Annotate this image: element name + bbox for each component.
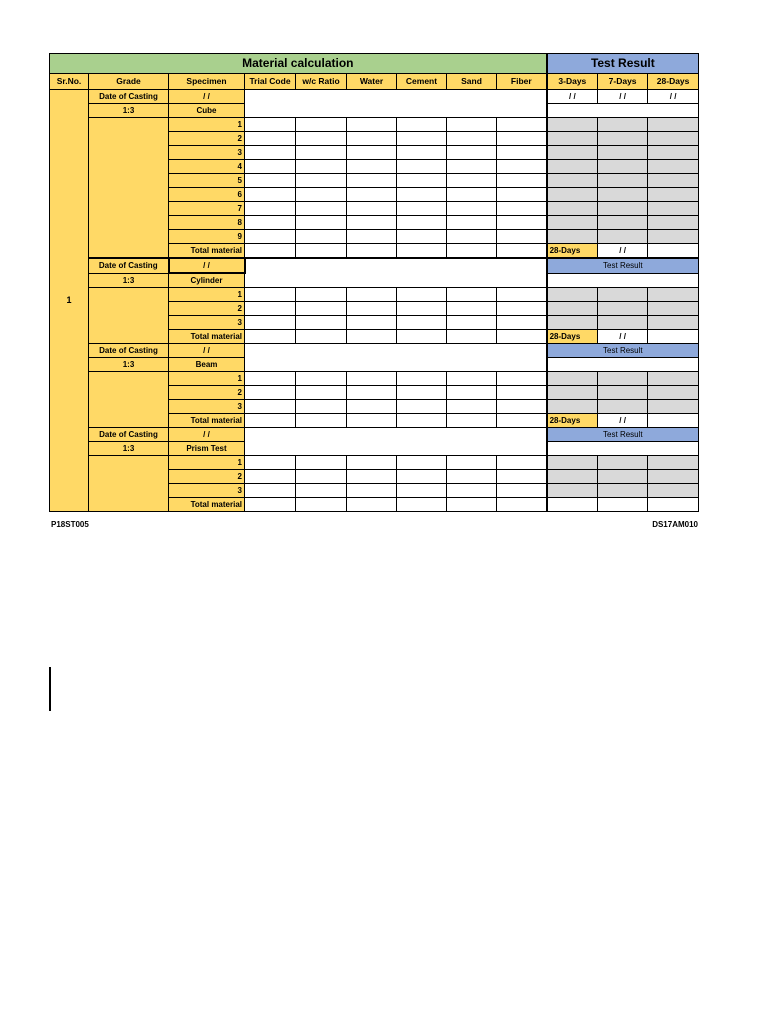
- input-cell[interactable]: [447, 372, 497, 386]
- cylinder-28days-label: 28-Days: [547, 330, 598, 344]
- cube-3days-date[interactable]: / /: [547, 90, 598, 104]
- result-cell[interactable]: [598, 118, 648, 132]
- input-cell[interactable]: [347, 316, 397, 330]
- cube-7days-date[interactable]: / /: [598, 90, 648, 104]
- material-calculation-title: Material calculation: [50, 54, 547, 74]
- input-cell[interactable]: [296, 302, 347, 316]
- input-cell[interactable]: [245, 160, 296, 174]
- result-cell[interactable]: [598, 160, 648, 174]
- input-cell[interactable]: [296, 160, 347, 174]
- input-cell[interactable]: [245, 372, 296, 386]
- prism-test-result: Test Result: [547, 428, 699, 442]
- result-cell[interactable]: [648, 330, 699, 344]
- result-cell[interactable]: [598, 456, 648, 470]
- prism-notes-area[interactable]: [245, 428, 547, 456]
- input-cell[interactable]: [296, 244, 347, 259]
- input-cell[interactable]: [447, 498, 497, 512]
- input-cell[interactable]: [296, 386, 347, 400]
- input-cell[interactable]: [397, 470, 447, 484]
- input-cell[interactable]: [447, 484, 497, 498]
- input-cell[interactable]: [397, 244, 447, 259]
- header-sand: Sand: [447, 74, 497, 90]
- input-cell[interactable]: [347, 330, 397, 344]
- result-cell[interactable]: [547, 132, 598, 146]
- input-cell[interactable]: [397, 400, 447, 414]
- input-cell[interactable]: [447, 118, 497, 132]
- result-cell[interactable]: [547, 118, 598, 132]
- cube-notes-area[interactable]: [245, 90, 547, 118]
- input-cell[interactable]: [347, 146, 397, 160]
- input-cell[interactable]: [296, 316, 347, 330]
- input-cell[interactable]: [447, 160, 497, 174]
- input-cell[interactable]: [497, 288, 547, 302]
- input-cell[interactable]: [447, 302, 497, 316]
- input-cell[interactable]: [497, 456, 547, 470]
- input-cell[interactable]: [347, 244, 397, 259]
- input-cell[interactable]: [347, 456, 397, 470]
- result-cell[interactable]: [648, 132, 699, 146]
- input-cell[interactable]: [397, 372, 447, 386]
- result-cell[interactable]: [648, 400, 699, 414]
- text-cursor: [49, 667, 51, 711]
- header-cement: Cement: [397, 74, 447, 90]
- result-cell[interactable]: [648, 244, 699, 259]
- result-cell[interactable]: [598, 202, 648, 216]
- date-of-casting-label: Date of Casting: [89, 258, 169, 273]
- result-cell[interactable]: [547, 174, 598, 188]
- beam-notes-area[interactable]: [245, 344, 547, 372]
- input-cell[interactable]: [397, 202, 447, 216]
- result-cell[interactable]: [598, 216, 648, 230]
- input-cell[interactable]: [397, 414, 447, 428]
- result-cell[interactable]: [547, 456, 598, 470]
- footer-right-code: DS17AM010: [652, 520, 698, 529]
- prism-row-number: 1: [169, 456, 245, 470]
- date-of-casting-value[interactable]: / /: [169, 90, 245, 104]
- cube-row-number: 5: [169, 174, 245, 188]
- input-cell[interactable]: [497, 202, 547, 216]
- cube-row-number: 4: [169, 160, 245, 174]
- input-cell[interactable]: [296, 216, 347, 230]
- result-cell[interactable]: [598, 174, 648, 188]
- header-specimen: Specimen: [169, 74, 245, 90]
- header-trial-code: Trial Code: [245, 74, 296, 90]
- input-cell[interactable]: [245, 146, 296, 160]
- result-cell[interactable]: [547, 146, 598, 160]
- cylinder-row-number: 2: [169, 302, 245, 316]
- result-cell[interactable]: [598, 188, 648, 202]
- cylinder-row-number: 3: [169, 316, 245, 330]
- input-cell[interactable]: [447, 456, 497, 470]
- input-cell[interactable]: [347, 498, 397, 512]
- input-cell[interactable]: [497, 174, 547, 188]
- result-cell[interactable]: [648, 456, 699, 470]
- input-cell[interactable]: [397, 174, 447, 188]
- result-cell[interactable]: [648, 498, 699, 512]
- grade-blank-cylinder: [89, 288, 169, 344]
- header-28-days: 28-Days: [648, 74, 699, 90]
- input-cell[interactable]: [347, 188, 397, 202]
- prism-result-blank[interactable]: [547, 442, 699, 456]
- input-cell[interactable]: [497, 146, 547, 160]
- total-material-label: Total material: [169, 244, 245, 259]
- cube-row-number: 1: [169, 118, 245, 132]
- cube-28days-label: 28-Days: [547, 244, 598, 259]
- result-cell[interactable]: [547, 470, 598, 484]
- input-cell[interactable]: [296, 484, 347, 498]
- input-cell[interactable]: [497, 400, 547, 414]
- total-material-label: Total material: [169, 498, 245, 512]
- input-cell[interactable]: [245, 470, 296, 484]
- input-cell[interactable]: [497, 316, 547, 330]
- input-cell[interactable]: [296, 230, 347, 244]
- result-cell[interactable]: [547, 372, 598, 386]
- input-cell[interactable]: [245, 498, 296, 512]
- input-cell[interactable]: [347, 160, 397, 174]
- input-cell[interactable]: [397, 216, 447, 230]
- input-cell[interactable]: [397, 188, 447, 202]
- input-cell[interactable]: [245, 414, 296, 428]
- input-cell[interactable]: [296, 372, 347, 386]
- header-sr-no: Sr.No.: [50, 74, 89, 90]
- input-cell[interactable]: [347, 288, 397, 302]
- input-cell[interactable]: [296, 288, 347, 302]
- input-cell[interactable]: [296, 470, 347, 484]
- beam-row-number: 3: [169, 400, 245, 414]
- cylinder-result-blank[interactable]: [547, 273, 699, 288]
- result-cell[interactable]: [547, 288, 598, 302]
- grade-value: 1:3: [89, 273, 169, 288]
- date-of-casting-value[interactable]: / /: [169, 428, 245, 442]
- cube-28days-date[interactable]: / /: [648, 90, 699, 104]
- result-cell[interactable]: [598, 288, 648, 302]
- input-cell[interactable]: [397, 118, 447, 132]
- input-cell[interactable]: [447, 288, 497, 302]
- input-cell[interactable]: [497, 498, 547, 512]
- result-cell[interactable]: [547, 230, 598, 244]
- input-cell[interactable]: [245, 316, 296, 330]
- input-cell[interactable]: [447, 202, 497, 216]
- input-cell[interactable]: [347, 132, 397, 146]
- result-cell[interactable]: [648, 386, 699, 400]
- grade-blank-beam: [89, 372, 169, 428]
- result-cell[interactable]: [547, 302, 598, 316]
- result-cell[interactable]: [547, 316, 598, 330]
- input-cell[interactable]: [245, 202, 296, 216]
- input-cell[interactable]: [397, 330, 447, 344]
- cylinder-notes-area[interactable]: [245, 258, 547, 288]
- input-cell[interactable]: [245, 456, 296, 470]
- input-cell[interactable]: [245, 216, 296, 230]
- prism-row-number: 2: [169, 470, 245, 484]
- input-cell[interactable]: [347, 202, 397, 216]
- result-cell[interactable]: [598, 400, 648, 414]
- result-cell[interactable]: [648, 188, 699, 202]
- input-cell[interactable]: [347, 470, 397, 484]
- input-cell[interactable]: [397, 132, 447, 146]
- input-cell[interactable]: [296, 174, 347, 188]
- result-cell[interactable]: [598, 316, 648, 330]
- input-cell[interactable]: [245, 132, 296, 146]
- result-cell[interactable]: [648, 470, 699, 484]
- input-cell[interactable]: [245, 188, 296, 202]
- cube-row-number: 2: [169, 132, 245, 146]
- test-result-title: Test Result: [547, 54, 699, 74]
- input-cell[interactable]: [245, 288, 296, 302]
- cube-row-number: 8: [169, 216, 245, 230]
- input-cell[interactable]: [245, 118, 296, 132]
- grade-value: 1:3: [89, 442, 169, 456]
- result-cell[interactable]: [598, 146, 648, 160]
- result-cell[interactable]: [598, 484, 648, 498]
- input-cell[interactable]: [296, 414, 347, 428]
- input-cell[interactable]: [447, 174, 497, 188]
- input-cell[interactable]: [447, 386, 497, 400]
- beam-test-result: Test Result: [547, 344, 699, 358]
- input-cell[interactable]: [347, 118, 397, 132]
- total-material-label: Total material: [169, 414, 245, 428]
- input-cell[interactable]: [245, 330, 296, 344]
- specimen-cylinder: Cylinder: [169, 273, 245, 288]
- input-cell[interactable]: [296, 456, 347, 470]
- result-cell[interactable]: [598, 386, 648, 400]
- date-of-casting-value[interactable]: / /: [169, 344, 245, 358]
- input-cell[interactable]: [296, 188, 347, 202]
- date-of-casting-label: Date of Casting: [89, 90, 169, 104]
- input-cell[interactable]: [397, 498, 447, 512]
- input-cell[interactable]: [497, 132, 547, 146]
- input-cell[interactable]: [296, 330, 347, 344]
- beam-row-number: 2: [169, 386, 245, 400]
- beam-28days-result-date[interactable]: / /: [598, 414, 648, 428]
- result-cell[interactable]: [598, 372, 648, 386]
- input-cell[interactable]: [397, 230, 447, 244]
- date-of-casting-value[interactable]: / /: [169, 258, 245, 273]
- result-cell[interactable]: [547, 386, 598, 400]
- input-cell[interactable]: [296, 146, 347, 160]
- input-cell[interactable]: [347, 174, 397, 188]
- input-cell[interactable]: [245, 230, 296, 244]
- input-cell[interactable]: [447, 316, 497, 330]
- result-cell[interactable]: [547, 498, 598, 512]
- grade-blank-prism: [89, 456, 169, 512]
- result-cell[interactable]: [648, 174, 699, 188]
- footer-left-code: P18ST005: [51, 520, 89, 529]
- input-cell[interactable]: [347, 302, 397, 316]
- beam-28days-label: 28-Days: [547, 414, 598, 428]
- cube-row-number: 9: [169, 230, 245, 244]
- grade-blank-cube: [89, 118, 169, 259]
- input-cell[interactable]: [245, 174, 296, 188]
- material-table: [49, 53, 699, 512]
- input-cell[interactable]: [347, 230, 397, 244]
- input-cell[interactable]: [296, 118, 347, 132]
- input-cell[interactable]: [347, 484, 397, 498]
- cube-row-number: 6: [169, 188, 245, 202]
- result-cell[interactable]: [648, 484, 699, 498]
- prism-row-number: 3: [169, 484, 245, 498]
- input-cell[interactable]: [497, 118, 547, 132]
- result-cell[interactable]: [547, 484, 598, 498]
- material-calculation-sheet: [49, 53, 699, 512]
- cube-row-number: 3: [169, 146, 245, 160]
- input-cell[interactable]: [497, 230, 547, 244]
- result-cell[interactable]: [648, 118, 699, 132]
- input-cell[interactable]: [497, 414, 547, 428]
- result-cell[interactable]: [598, 498, 648, 512]
- input-cell[interactable]: [397, 484, 447, 498]
- date-of-casting-label: Date of Casting: [89, 344, 169, 358]
- input-cell[interactable]: [296, 498, 347, 512]
- input-cell[interactable]: [447, 244, 497, 259]
- input-cell[interactable]: [447, 330, 497, 344]
- total-material-label: Total material: [169, 330, 245, 344]
- input-cell[interactable]: [497, 244, 547, 259]
- result-cell[interactable]: [547, 160, 598, 174]
- result-cell[interactable]: [648, 302, 699, 316]
- input-cell[interactable]: [347, 386, 397, 400]
- input-cell[interactable]: [497, 372, 547, 386]
- result-cell[interactable]: [598, 470, 648, 484]
- specimen-cube: Cube: [169, 104, 245, 118]
- grade-value: 1:3: [89, 104, 169, 118]
- result-cell[interactable]: [648, 230, 699, 244]
- input-cell[interactable]: [347, 414, 397, 428]
- result-cell[interactable]: [598, 132, 648, 146]
- result-cell[interactable]: [648, 202, 699, 216]
- input-cell[interactable]: [296, 202, 347, 216]
- cube-row-number: 7: [169, 202, 245, 216]
- input-cell[interactable]: [397, 160, 447, 174]
- input-cell[interactable]: [397, 316, 447, 330]
- cylinder-test-result: Test Result: [547, 258, 699, 273]
- input-cell[interactable]: [397, 456, 447, 470]
- input-cell[interactable]: [397, 146, 447, 160]
- result-cell[interactable]: [547, 202, 598, 216]
- input-cell[interactable]: [245, 244, 296, 259]
- specimen-prism: Prism Test: [169, 442, 245, 456]
- specimen-beam: Beam: [169, 358, 245, 372]
- result-cell[interactable]: [547, 400, 598, 414]
- input-cell[interactable]: [447, 230, 497, 244]
- beam-row-number: 1: [169, 372, 245, 386]
- result-cell[interactable]: [648, 414, 699, 428]
- input-cell[interactable]: [245, 484, 296, 498]
- input-cell[interactable]: [447, 188, 497, 202]
- input-cell[interactable]: [245, 302, 296, 316]
- input-cell[interactable]: [497, 386, 547, 400]
- input-cell[interactable]: [296, 400, 347, 414]
- input-cell[interactable]: [447, 414, 497, 428]
- input-cell[interactable]: [447, 400, 497, 414]
- header-grade: Grade: [89, 74, 169, 90]
- result-cell[interactable]: [598, 230, 648, 244]
- beam-result-blank[interactable]: [547, 358, 699, 372]
- result-cell[interactable]: [648, 372, 699, 386]
- input-cell[interactable]: [245, 400, 296, 414]
- cube-28days-result-date[interactable]: / /: [598, 244, 648, 259]
- input-cell[interactable]: [447, 146, 497, 160]
- input-cell[interactable]: [347, 400, 397, 414]
- input-cell[interactable]: [497, 188, 547, 202]
- input-cell[interactable]: [397, 386, 447, 400]
- input-cell[interactable]: [497, 216, 547, 230]
- input-cell[interactable]: [397, 302, 447, 316]
- result-cell[interactable]: [648, 288, 699, 302]
- sr-no-cell: 1: [50, 90, 89, 512]
- input-cell[interactable]: [245, 386, 296, 400]
- result-cell[interactable]: [648, 316, 699, 330]
- input-cell[interactable]: [497, 302, 547, 316]
- input-cell[interactable]: [296, 132, 347, 146]
- input-cell[interactable]: [497, 470, 547, 484]
- result-cell[interactable]: [547, 216, 598, 230]
- header-wc-ratio: w/c Ratio: [296, 74, 347, 90]
- input-cell[interactable]: [497, 160, 547, 174]
- date-of-casting-label: Date of Casting: [89, 428, 169, 442]
- input-cell[interactable]: [447, 132, 497, 146]
- header-fiber: Fiber: [497, 74, 547, 90]
- input-cell[interactable]: [347, 372, 397, 386]
- grade-value: 1:3: [89, 358, 169, 372]
- cylinder-28days-result-date[interactable]: / /: [598, 330, 648, 344]
- input-cell[interactable]: [497, 330, 547, 344]
- input-cell[interactable]: [397, 288, 447, 302]
- input-cell[interactable]: [447, 216, 497, 230]
- result-cell[interactable]: [547, 188, 598, 202]
- header-3-days: 3-Days: [547, 74, 598, 90]
- result-cell[interactable]: [648, 146, 699, 160]
- input-cell[interactable]: [497, 484, 547, 498]
- cylinder-row-number: 1: [169, 288, 245, 302]
- result-cell[interactable]: [648, 160, 699, 174]
- header-water: Water: [347, 74, 397, 90]
- header-7-days: 7-Days: [598, 74, 648, 90]
- result-cell[interactable]: [598, 302, 648, 316]
- result-cell[interactable]: [648, 216, 699, 230]
- input-cell[interactable]: [447, 470, 497, 484]
- input-cell[interactable]: [347, 216, 397, 230]
- cube-result-blank[interactable]: [547, 104, 699, 118]
